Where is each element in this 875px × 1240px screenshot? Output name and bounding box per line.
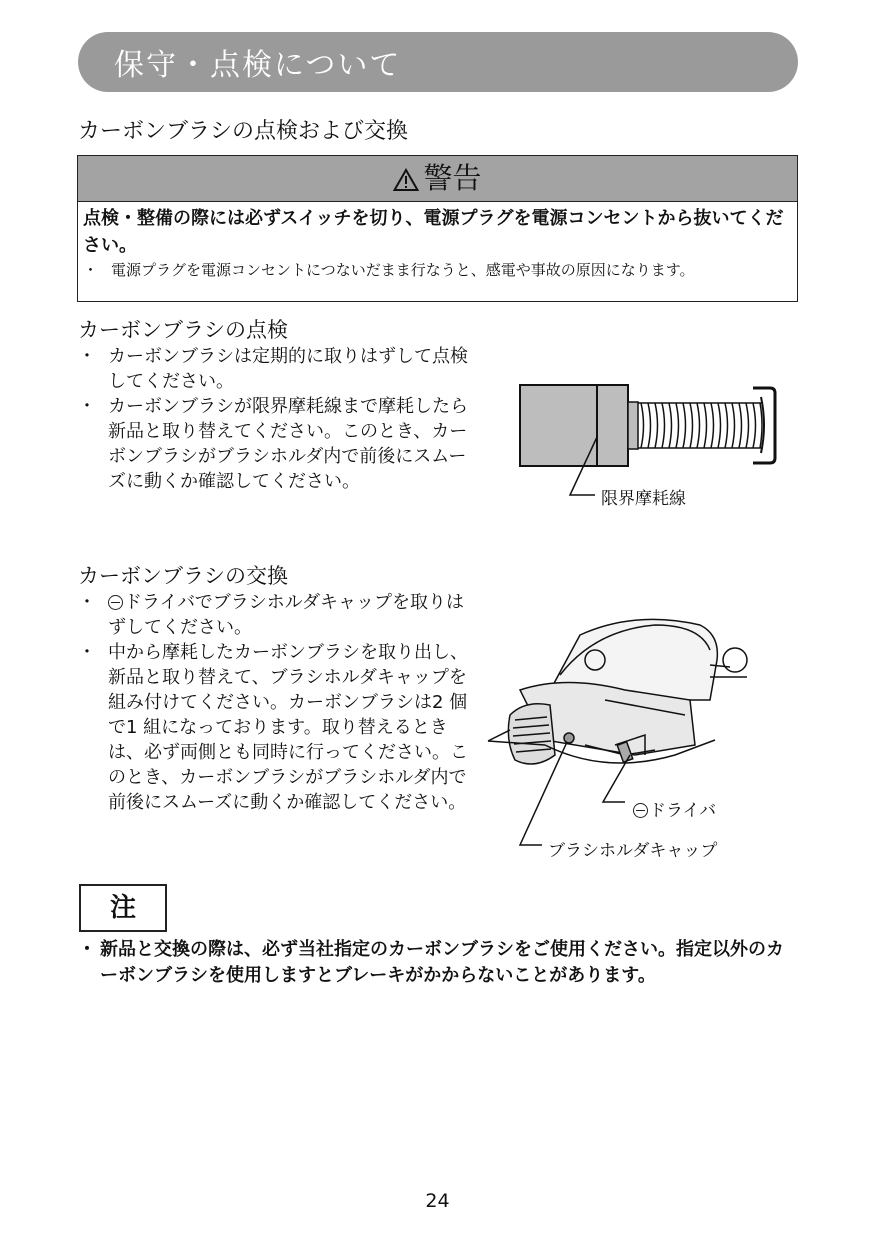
section-heading: カーボンブラシの点検および交換 xyxy=(78,119,409,144)
warning-note xyxy=(83,259,791,282)
caution-text-body: 新品と交換の際は、必ず当社指定のカーボンブラシをご使用ください。指定以外のカーボンブラシを使用しますとブレーキがかからないことがあります。 xyxy=(100,939,784,986)
bullet: ・ xyxy=(78,939,96,960)
bullet: ・ xyxy=(78,592,96,613)
replacement-heading: カーボンブラシの交換 xyxy=(78,564,288,588)
bullet: ・ xyxy=(78,396,96,417)
list-item-text: カーボンブラシは定期的に取りはずして点検してください。 xyxy=(108,346,468,392)
warning-box xyxy=(77,155,798,302)
list-item-text: カーボンブラシが限界摩耗線まで摩耗したら新品と取り替えてください。このとき、カーボンブラシがブラシホルダ内で前後にスムーズに動くか確認してください。 xyxy=(108,396,468,492)
inspection-heading: カーボンブラシの点検 xyxy=(78,318,288,342)
caution-label-box: 注 xyxy=(79,884,167,932)
page-title: 保守・点検について xyxy=(114,48,402,83)
page-title-bar xyxy=(78,32,798,92)
circular-saw-figure xyxy=(485,605,750,865)
page-number: 24 xyxy=(425,1190,450,1212)
list-item xyxy=(78,590,468,640)
flathead-driver-icon xyxy=(633,803,648,818)
list-item xyxy=(78,394,468,494)
driver-label xyxy=(633,796,716,821)
list-item-text: ドライバでブラシホルダキャップを取りはずしてください。 xyxy=(108,592,465,638)
warning-note-text: 電源プラグを電源コンセントにつないだまま行なうと、感電や事故の原因になります。 xyxy=(111,261,695,279)
carbon-brush-figure xyxy=(505,375,795,515)
warning-title: 警告 xyxy=(423,161,482,195)
wear-limit-label: 限界摩耗線 xyxy=(601,489,686,509)
list-item-text: 中から摩耗したカーボンブラシを取り出し、新品と取り替えて、ブラシホルダキャップを組み付けてください。カーボンブラシは2 個で1 組になっております。取り替えるときは、必ず両側とも同時に行ってください。このとき、カーボンブラシがブラシホルダ内で前後にスムーズに動くか確認してください。 xyxy=(108,642,468,813)
flathead-driver-icon xyxy=(108,595,123,610)
replacement-list xyxy=(78,590,468,815)
cap-label: ブラシホルダキャップ xyxy=(548,841,718,861)
warning-main-text: 点検・整備の際には必ずスイッチを切り、電源プラグを電源コンセントから抜いてください。 xyxy=(83,208,784,256)
inspection-list xyxy=(78,344,468,494)
driver-label-text: ドライバ xyxy=(649,801,717,821)
warning-triangle-icon xyxy=(393,160,419,205)
list-item xyxy=(78,640,468,815)
circular-saw-illustration xyxy=(485,605,750,865)
bullet: ・ xyxy=(83,261,99,279)
list-item xyxy=(78,344,468,394)
caution-text xyxy=(78,937,798,989)
bullet: ・ xyxy=(78,346,96,367)
warning-header xyxy=(78,156,797,202)
bullet: ・ xyxy=(78,642,96,663)
